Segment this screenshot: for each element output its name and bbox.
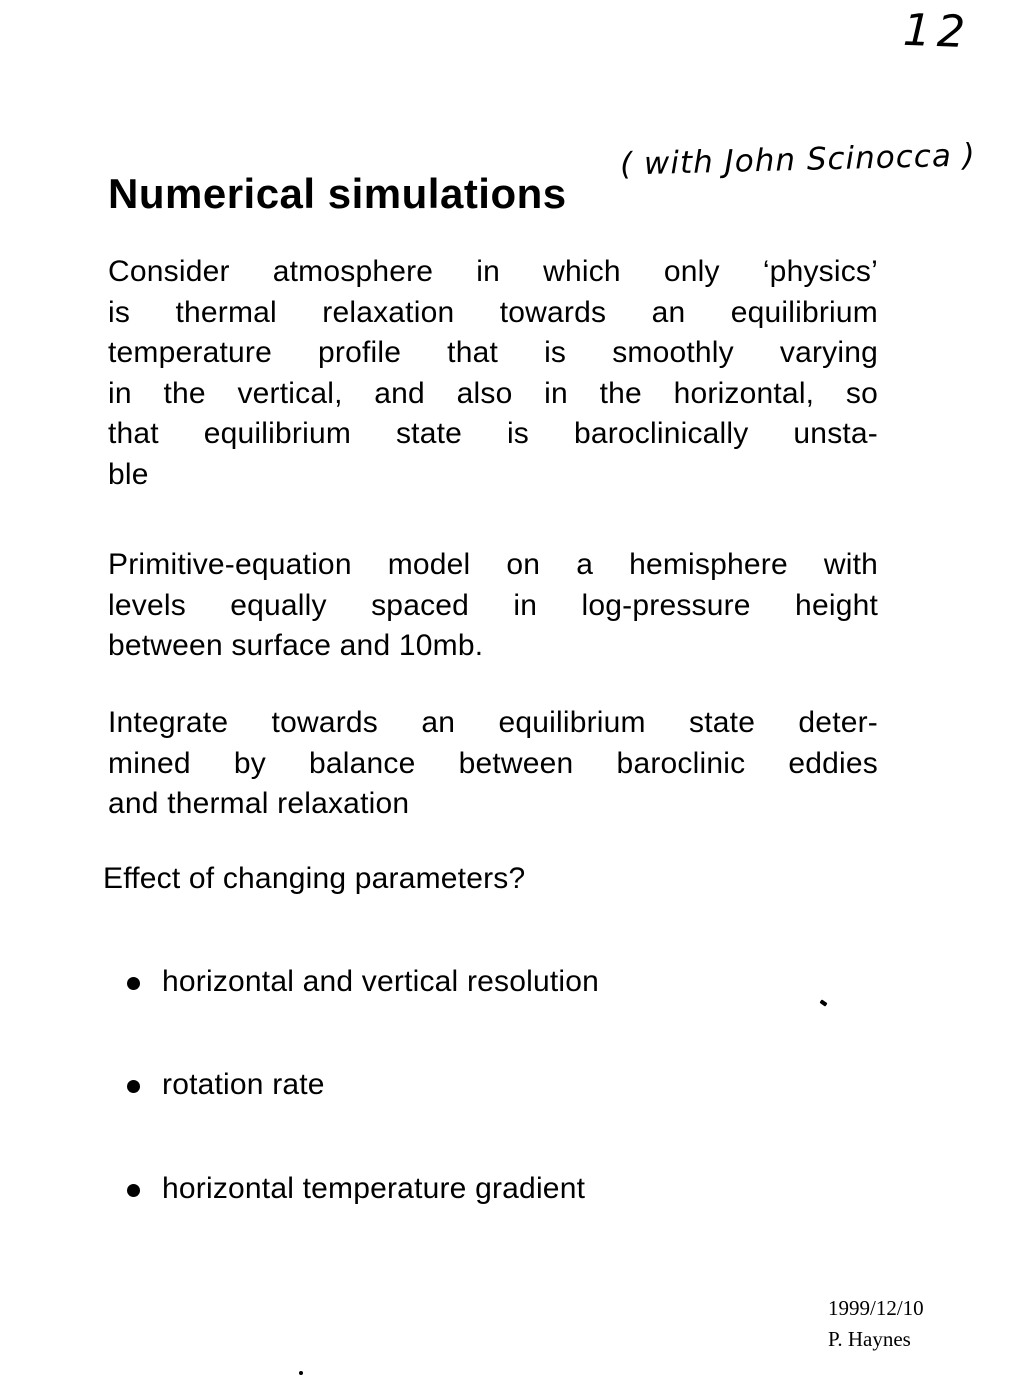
bullet-label: horizontal temperature gradient xyxy=(162,1172,586,1205)
text-line: in the vertical, and also in the horizontal, so xyxy=(108,376,878,410)
bullet-label: rotation rate xyxy=(162,1068,325,1101)
page-title: Numerical simulations xyxy=(108,170,567,217)
footer xyxy=(828,1293,924,1355)
bullet-dot-icon xyxy=(127,977,140,990)
bullet-dot-icon xyxy=(127,1080,140,1093)
text-line: temperature profile that is smoothly varying xyxy=(108,336,878,369)
text-line: between surface and 10mb. xyxy=(108,629,484,662)
text-line: and thermal relaxation xyxy=(108,787,410,820)
paragraph-integrate xyxy=(108,703,878,825)
text-line: that equilibrium state is baroclinically unsta- xyxy=(108,417,878,450)
question-line: Effect of changing parameters? xyxy=(103,862,526,895)
text-line: Consider atmosphere in which only ‘physics’ xyxy=(108,255,878,288)
paragraph-primitive-equation xyxy=(108,545,878,667)
handwritten-annotation: ( with John Scinocca ) xyxy=(619,137,977,183)
bullet-label: horizontal and vertical resolution xyxy=(162,965,600,998)
bullet-item xyxy=(127,1172,585,1206)
bullet-item xyxy=(127,1068,325,1102)
footer-author: P. Haynes xyxy=(828,1327,911,1351)
scan-stray-dot xyxy=(299,1371,303,1375)
text-line: Primitive-equation model on a hemisphere with xyxy=(108,548,878,581)
bullet-dot-icon xyxy=(127,1184,140,1197)
handwritten-page-number: 12 xyxy=(902,4,972,59)
text-line: Integrate towards an equilibrium state deter- xyxy=(108,706,878,739)
text-line: levels equally spaced in log-pressure height xyxy=(108,588,878,622)
scan-stray-mark xyxy=(819,999,827,1006)
paragraph-consider-atmosphere xyxy=(108,252,878,495)
bullet-item xyxy=(127,965,599,999)
text-line: is thermal relaxation towards an equilibrium xyxy=(108,295,878,329)
text-line: ble xyxy=(108,457,149,491)
text-line: mined by balance between baroclinic eddies xyxy=(108,746,878,780)
footer-date: 1999/12/10 xyxy=(828,1296,924,1320)
